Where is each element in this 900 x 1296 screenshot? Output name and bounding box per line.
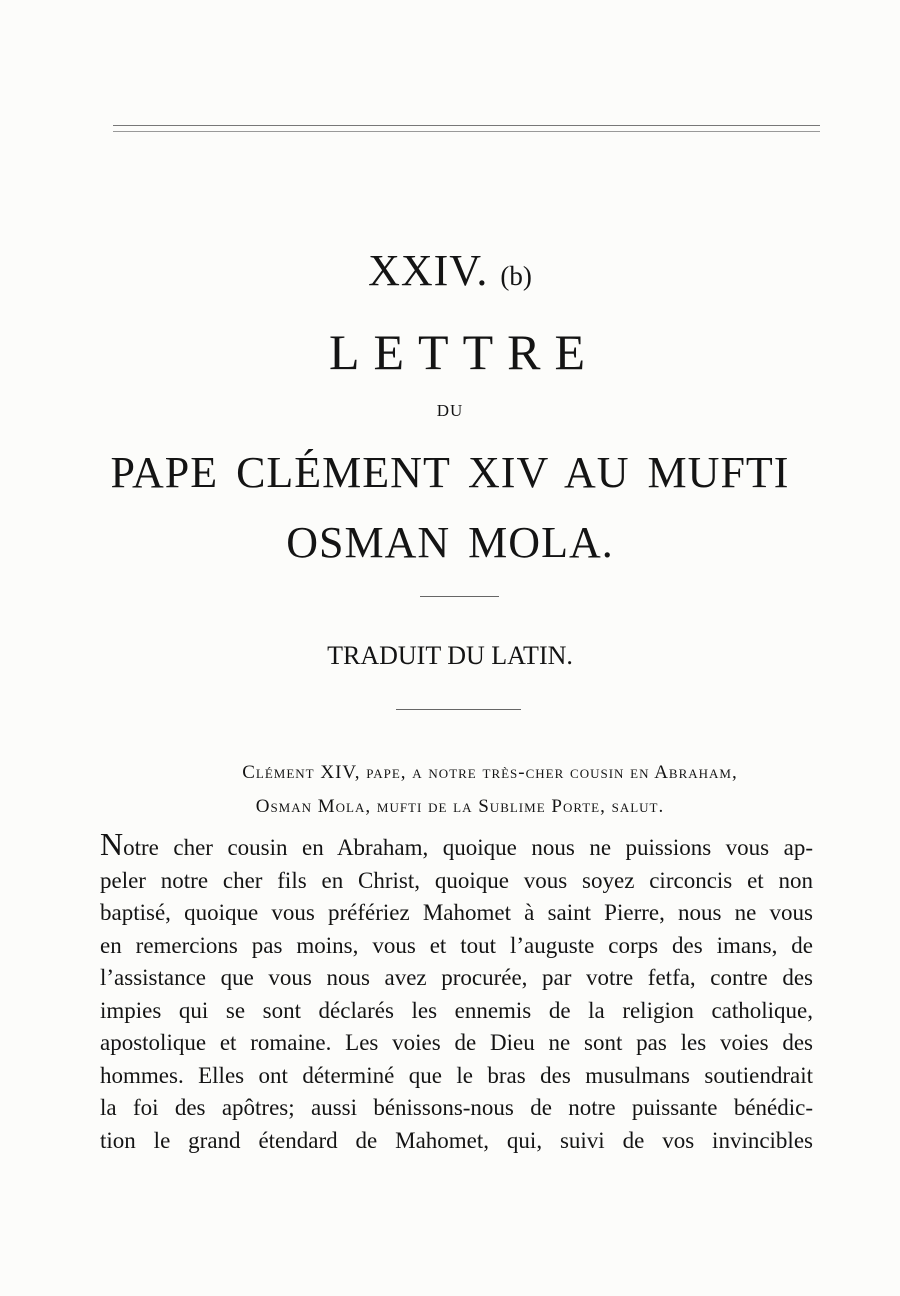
section-divider <box>396 709 521 710</box>
chapter-suffix: (b) <box>500 261 532 291</box>
chapter-heading <box>0 246 900 301</box>
drop-letter: N <box>100 826 124 862</box>
body-line: impies qui se sont déclarés les ennemis de la religion catholique, <box>100 997 813 1023</box>
body-line: tion le grand étendard de Mahomet, qui, suivi de vos invincibles <box>100 1127 813 1153</box>
body-line: l’assistance que vous nous avez procurée, par votre fetfa, contre des <box>100 965 813 990</box>
body-line: peler notre cher fils en Christ, quoique vous soyez circoncis et non <box>100 867 813 893</box>
body-line: en remercions pas moins, vous et tout l’auguste corps des imans, de <box>100 932 813 958</box>
body-line-text: otre cher cousin en Abraham, quoique nous ne puissions vous ap- <box>123 835 813 860</box>
translation-note: TRADUIT DU LATIN. <box>327 641 573 670</box>
title-line-2: OSMAN MOLA. <box>286 518 614 567</box>
connector-word: DU <box>436 401 464 420</box>
title-divider <box>420 596 499 597</box>
salutation-line-1: Clément XIV, pape, a notre très-cher cousin en Abraham, <box>242 762 738 783</box>
body-line: apostolique et romaine. Les voies de Dieu ne sont pas les voies des <box>100 1030 813 1055</box>
body-line: la foi des apôtres; aussi bénissons-nous de notre puissante bénédic- <box>100 1095 813 1120</box>
body-line: baptisé, quoique vous préfériez Mahomet à saint Pierre, nous ne vous <box>100 900 813 925</box>
title-line-1: PAPE CLÉMENT XIV AU MUFTI <box>110 448 790 497</box>
header-rule <box>113 125 820 132</box>
letter-body <box>100 826 813 1157</box>
salutation-line-2: Osman Mola, mufti de la Sublime Porte, salut. <box>255 796 665 817</box>
document-type-heading: LETTRE <box>328 324 600 380</box>
body-line: hommes. Elles ont déterminé que le bras des musulmans soutiendrait <box>100 1062 813 1088</box>
chapter-number: XXIV. <box>368 246 489 295</box>
body-line <box>100 826 813 865</box>
